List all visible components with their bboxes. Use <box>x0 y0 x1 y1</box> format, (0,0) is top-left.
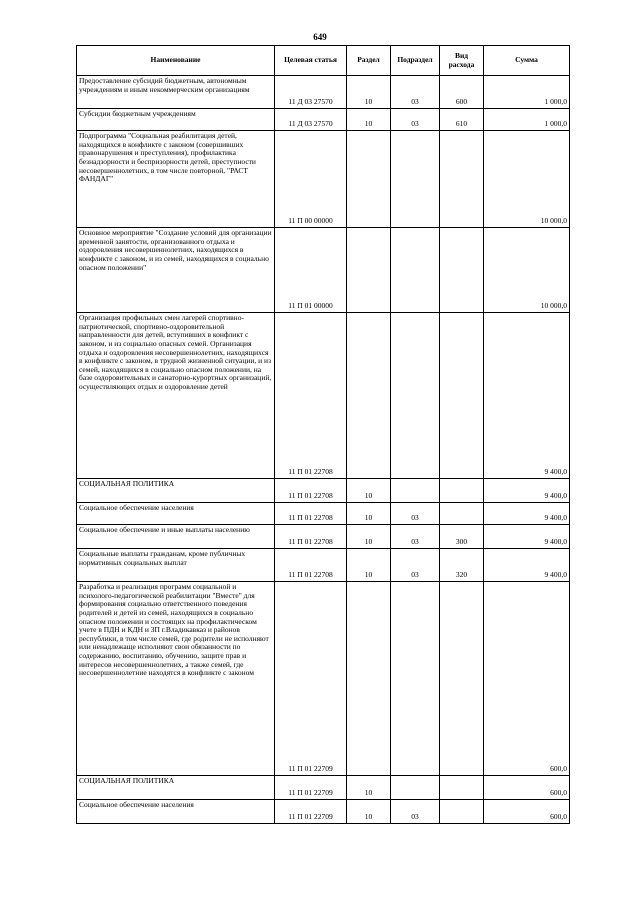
header-row <box>77 46 570 76</box>
row-expense-type <box>440 479 484 503</box>
row-amount: 9 400,0 <box>484 525 570 549</box>
budget-table <box>76 45 570 824</box>
row-code: 11 П 01 22708 <box>275 549 347 582</box>
row-name: Подпрограмма "Социальная реабилитация детей, находящихся в конфликте с законом (совершивших правонарушения и преступления), профилактика безнадзорности и беспризорности детей, преступности несовершеннолетних, в том числе повторной, "РАСТ ФАНДАГ" <box>77 131 275 228</box>
row-code: 11 Д 03 27570 <box>275 109 347 131</box>
table-row <box>77 313 570 479</box>
table-row <box>77 109 570 131</box>
row-expense-type: 300 <box>440 525 484 549</box>
row-code: 11 П 01 22708 <box>275 525 347 549</box>
row-subsection: 03 <box>391 549 440 582</box>
table-row <box>77 479 570 503</box>
row-amount: 600,0 <box>484 582 570 776</box>
row-code: 11 П 00 00000 <box>275 131 347 228</box>
row-subsection <box>391 228 440 313</box>
row-expense-type <box>440 503 484 525</box>
row-expense-type <box>440 582 484 776</box>
table-row <box>77 800 570 824</box>
row-amount: 600,0 <box>484 776 570 800</box>
row-amount: 600,0 <box>484 800 570 824</box>
row-expense-type <box>440 800 484 824</box>
page-number: 649 <box>313 32 327 42</box>
row-section: 10 <box>347 503 391 525</box>
row-section: 10 <box>347 479 391 503</box>
row-expense-type: 320 <box>440 549 484 582</box>
row-name: Социальное обеспечение населения <box>77 503 275 525</box>
table-row <box>77 76 570 109</box>
row-subsection: 03 <box>391 800 440 824</box>
row-expense-type <box>440 228 484 313</box>
row-subsection: 03 <box>391 76 440 109</box>
row-code: 11 П 01 22708 <box>275 313 347 479</box>
header-name: Наименование <box>77 46 275 76</box>
row-expense-type <box>440 131 484 228</box>
row-amount: 9 400,0 <box>484 503 570 525</box>
row-section: 10 <box>347 109 391 131</box>
row-subsection <box>391 313 440 479</box>
table-row <box>77 228 570 313</box>
row-name: Субсидии бюджетным учреждениям <box>77 109 275 131</box>
row-subsection <box>391 776 440 800</box>
row-name: Социальные выплаты гражданам, кроме публичных нормативных социальных выплат <box>77 549 275 582</box>
row-subsection: 03 <box>391 503 440 525</box>
row-code: 11 П 01 22708 <box>275 503 347 525</box>
row-code: 11 П 01 22709 <box>275 776 347 800</box>
row-expense-type <box>440 776 484 800</box>
header-amount: Сумма <box>484 46 570 76</box>
table-row <box>77 503 570 525</box>
row-expense-type <box>440 313 484 479</box>
row-name: Основное мероприятие "Создание условий для организации временной занятости, организованного отдыха и оздоровления несовершеннолетних, находящихся в конфликте с законом, и из семей, находящихся в социально опасном положении" <box>77 228 275 313</box>
row-amount: 1 000,0 <box>484 76 570 109</box>
header-code: Целевая статья <box>275 46 347 76</box>
row-name: Социальное обеспечение населения <box>77 800 275 824</box>
row-amount: 10 000,0 <box>484 131 570 228</box>
row-name: Организация профильных смен лагерей спортивно-патриотической, спортивно-оздоровительной направленности для детей, вступивших в конфликт с законом, и из социально опасных семей. Организация отдыха и оздоровления несовершеннолетних, находящихся в конфликте с законом, в трудной жизненной ситуации, и из семей, находящихся в социально опасном положении, на базе оздоровительных и санаторно-курортных организаций, осуществляющих отдых и оздоровление детей <box>77 313 275 479</box>
row-subsection: 03 <box>391 525 440 549</box>
row-code: 11 П 01 22709 <box>275 582 347 776</box>
row-name: Социальное обеспечение и иные выплаты населению <box>77 525 275 549</box>
row-amount: 9 400,0 <box>484 313 570 479</box>
table-row <box>77 131 570 228</box>
row-subsection: 03 <box>391 109 440 131</box>
header-section: Раздел <box>347 46 391 76</box>
row-subsection <box>391 131 440 228</box>
row-name: СОЦИАЛЬНАЯ ПОЛИТИКА <box>77 479 275 503</box>
row-section <box>347 228 391 313</box>
row-section: 10 <box>347 800 391 824</box>
row-section: 10 <box>347 549 391 582</box>
row-section <box>347 582 391 776</box>
row-code: 11 П 01 00000 <box>275 228 347 313</box>
header-expense-type: Вид расхода <box>440 46 484 76</box>
row-code: 11 П 01 22709 <box>275 800 347 824</box>
row-section <box>347 131 391 228</box>
table-row <box>77 776 570 800</box>
row-code: 11 П 01 22708 <box>275 479 347 503</box>
row-expense-type: 600 <box>440 76 484 109</box>
table-row <box>77 549 570 582</box>
row-amount: 1 000,0 <box>484 109 570 131</box>
row-section: 10 <box>347 776 391 800</box>
row-name: Разработка и реализация программ социальной и психолого-педагогической реабилитации "Вместе" для формирования социально ответственного поведения родителей и детей из семей, находящихся в социально опасном положении и состоящих на профилактическом учете в ПДН и КДН и ЗП г.Владикавказ и районов республики, в том числе семей, где родители не исполняют или ненадлежаще исполняют свои обязанности по содержанию, воспитанию, обучению, защите прав и интересов несовершеннолетних, а также семей, где несовершеннолетние находятся в конфликте с законом <box>77 582 275 776</box>
row-expense-type: 610 <box>440 109 484 131</box>
row-name: Предоставление субсидий бюджетным, автономным учреждениям и иным некоммерческим организациям <box>77 76 275 109</box>
row-name: СОЦИАЛЬНАЯ ПОЛИТИКА <box>77 776 275 800</box>
row-amount: 9 400,0 <box>484 479 570 503</box>
row-section: 10 <box>347 76 391 109</box>
row-section: 10 <box>347 525 391 549</box>
row-subsection <box>391 582 440 776</box>
row-subsection <box>391 479 440 503</box>
row-amount: 10 000,0 <box>484 228 570 313</box>
row-amount: 9 400,0 <box>484 549 570 582</box>
table-row <box>77 525 570 549</box>
table-row <box>77 582 570 776</box>
header-subsection: Подраздел <box>391 46 440 76</box>
row-code: 11 Д 03 27570 <box>275 76 347 109</box>
row-section <box>347 313 391 479</box>
